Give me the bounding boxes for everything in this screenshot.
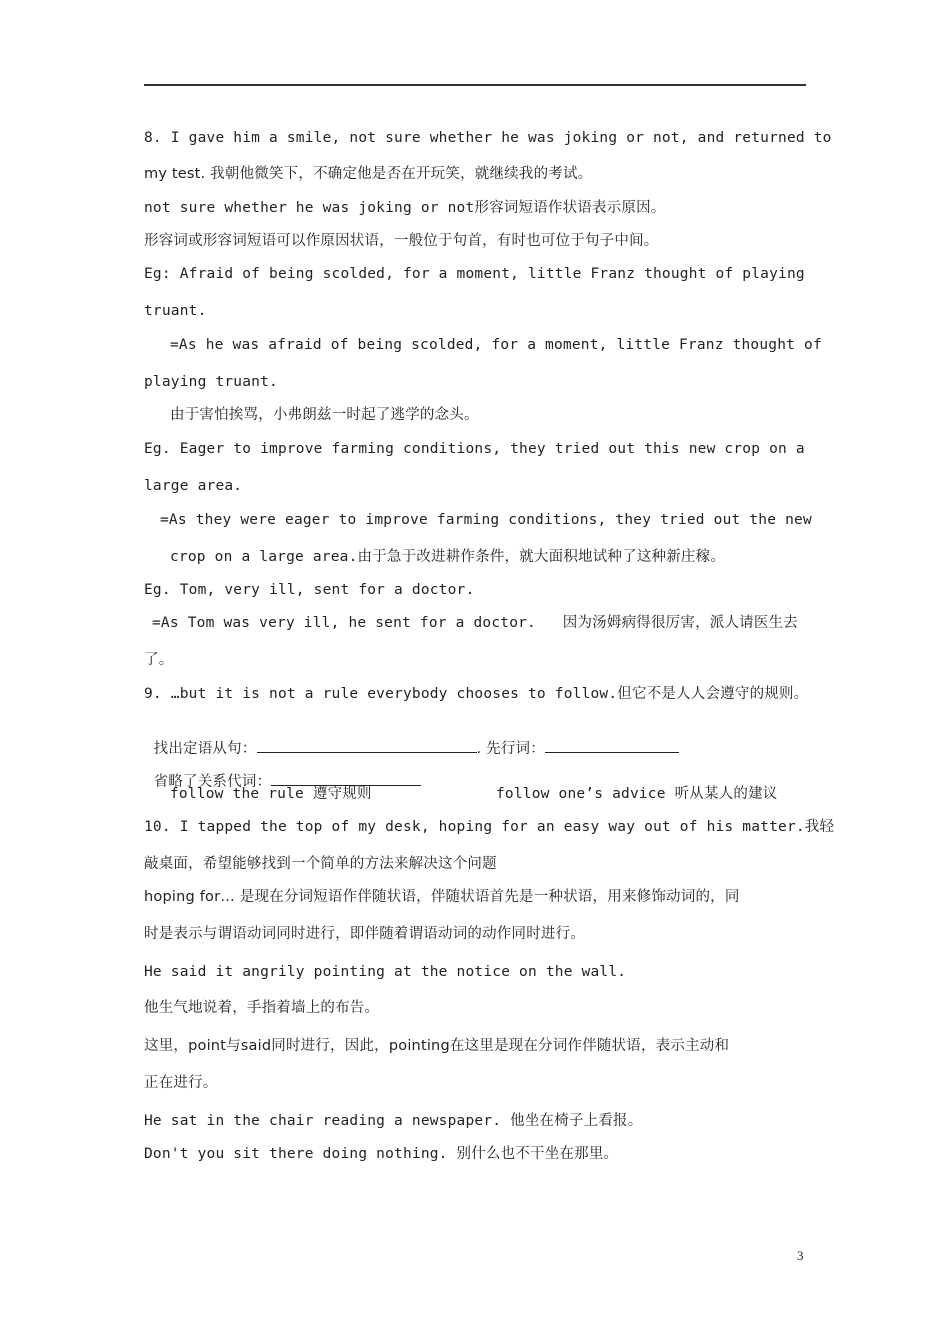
- example-2-rewrite-cont: crop on a large area.由于急于改进耕作条件，就大面积地试种了这种新庄稼。: [170, 549, 726, 565]
- page-number: 3: [797, 1248, 804, 1263]
- phrase-follow-advice: follow one’s advice 听从某人的建议: [496, 786, 778, 802]
- example-4-translation: 他生气地说着，手指着墙上的布告。: [144, 1000, 380, 1016]
- example-4-explanation: 这里，point与said同时进行，因此，pointing在这里是现在分词作伴随状语，表示主动和: [144, 1038, 730, 1054]
- item-10-note-cont: 时是表示与谓语动词同时进行，即伴随着谓语动词的动作同时进行。: [144, 926, 585, 942]
- item-8-translation: my test. 我朝他微笑下，不确定他是否在开玩笑，就继续我的考试。: [144, 166, 593, 182]
- item-8-note: not sure whether he was joking or not形容词短语作状语表示原因。: [144, 200, 666, 216]
- example-3-rewrite-cont: 了。: [144, 652, 174, 668]
- example-2-rewrite: =As they were eager to improve farming conditions, they tried out the new: [160, 512, 812, 528]
- antecedent-label: . 先行词：: [476, 741, 545, 757]
- phrase-follow-rule: follow the rule 遵守规则: [170, 786, 372, 802]
- find-clause-label: 找出定语从句：: [153, 741, 257, 757]
- example-1: Eg: Afraid of being scolded, for a moment, little Franz thought of playing: [144, 266, 805, 282]
- example-6: Don't you sit there doing nothing. 别什么也不干坐在那里。: [144, 1146, 619, 1162]
- header-rule: [144, 84, 806, 86]
- example-4-explanation-cont: 正在进行。: [144, 1075, 218, 1091]
- example-4: He said it angrily pointing at the notice on the wall.: [144, 964, 627, 980]
- example-1-rewrite-cont: playing truant.: [144, 374, 278, 390]
- example-5: He sat in the chair reading a newspaper. 他坐在椅子上看报。: [144, 1113, 643, 1129]
- item-9-sentence: 9. …but it is not a rule everybody chooses to follow.但它不是人人会遵守的规则。: [144, 686, 809, 702]
- item-10-translation: 敲桌面，希望能够找到一个简单的方法来解决这个问题: [144, 856, 497, 872]
- omitted-pronoun-label: 省略了关系代词：: [153, 774, 272, 790]
- example-1-cont: truant.: [144, 303, 207, 319]
- example-2-cont: large area.: [144, 478, 243, 494]
- example-3: Eg. Tom, very ill, sent for a doctor.: [144, 582, 475, 598]
- antecedent-answer-blank[interactable]: [545, 738, 679, 753]
- item-8-explanation: 形容词或形容词短语可以作原因状语，一般位于句首，有时也可位于句子中间。: [144, 233, 659, 249]
- item-10-note: hoping for… 是现在分词短语作伴随状语，伴随状语首先是一种状语，用来修饰动词的，同: [144, 889, 740, 905]
- example-2: Eg. Eager to improve farming conditions, they tried out this new crop on a: [144, 441, 805, 457]
- example-3-rewrite: =As Tom was very ill, he sent for a doctor. 因为汤姆病得很厉害，派人请医生去: [152, 615, 798, 631]
- example-1-translation: 由于害怕挨骂，小弗朗兹一时起了逃学的念头。: [170, 407, 479, 423]
- item-10-sentence: 10. I tapped the top of my desk, hoping for an easy way out of his matter.我轻: [144, 819, 835, 835]
- example-1-rewrite: =As he was afraid of being scolded, for a moment, little Franz thought of: [170, 337, 822, 353]
- item-8-sentence: 8. I gave him a smile, not sure whether he was joking or not, and returned to: [144, 130, 832, 146]
